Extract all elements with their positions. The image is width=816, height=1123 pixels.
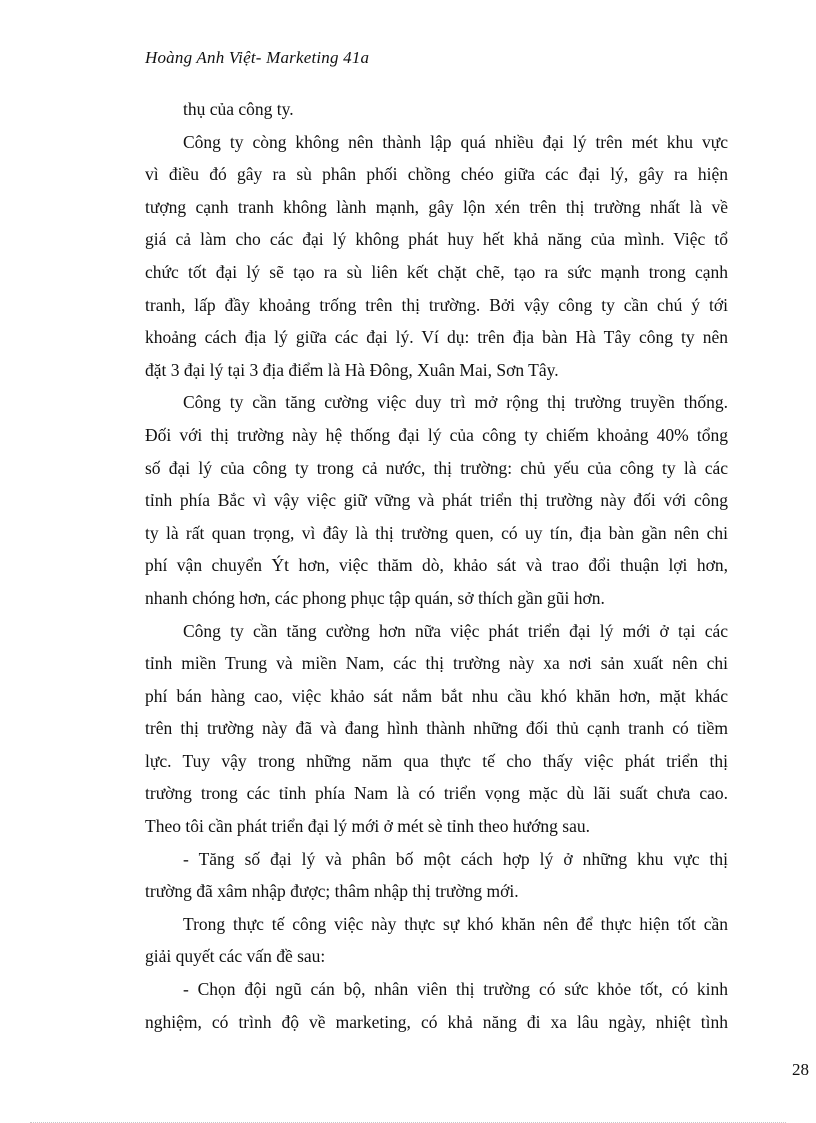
text-line: trường trong các tỉnh phía Nam là có triển vọng mặc dù lãi suất chưa cao. — [145, 783, 728, 804]
text-line: Công ty còng không nên thành lập quá nhiều đại lý trên mét khu vực — [183, 131, 728, 152]
text-line: số đại lý của công ty trong cả nước, thị trường: chủ yếu của công ty là các — [145, 457, 728, 478]
text-line: Công ty cần tăng cường việc duy trì mở rộng thị trường truyền thống. — [183, 392, 728, 413]
text-line: - Tăng số đại lý và phân bố một cách hợp lý ở những khu vực thị — [183, 848, 728, 869]
text-line: nhanh chóng hơn, các phong phục tập quán, sở thích gần gũi hơn. — [145, 587, 605, 608]
text-line: trên thị trường này đã và đang hình thành những đối thủ cạnh tranh có tiềm — [145, 718, 728, 739]
text-line: - Chọn đội ngũ cán bộ, nhân viên thị trường có sức khỏe tốt, có kinh — [183, 979, 728, 1000]
text-line: phí bán hàng cao, việc khảo sát nắm bắt nhu cầu khó khăn hơn, mặt khác — [145, 685, 728, 706]
text-line: đặt 3 đại lý tại 3 địa điểm là Hà Đông, Xuân Mai, Sơn Tây. — [145, 359, 559, 380]
text-line: tỉnh phía Bắc vì vậy việc giữ vững và phát triển thị trường này đối với công — [145, 490, 728, 511]
text-line: tỉnh miền Trung và miền Nam, các thị trường này xa nơi sản xuất nên chi — [145, 653, 728, 674]
text-line: Theo tôi cần phát triển đại lý mới ở mét sè tỉnh theo hướng sau. — [145, 816, 591, 837]
text-line: Công ty cần tăng cường hơn nữa việc phát triển đại lý mới ở tại các — [183, 620, 728, 641]
text-line: lực. Tuy vậy trong những năm qua thực tế cho thấy việc phát triển thị — [145, 750, 728, 771]
running-header: Hoàng Anh Việt- Marketing 41a — [145, 48, 370, 67]
text-line: Đối với thị trường này hệ thống đại lý của công ty chiếm khoảng 40% tổng — [145, 424, 728, 445]
text-line: ty là rất quan trọng, vì đây là thị trường quen, có uy tín, địa bàn gần nên chi — [145, 522, 728, 543]
text-line: phí vận chuyển Ýt hơn, việc thăm dò, khảo sát và trao đổi thuận lợi hơn, — [145, 555, 728, 576]
text-line: nghiệm, có trình độ về marketing, có khả năng đi xa lâu ngày, nhiệt tình — [145, 1011, 728, 1032]
text-line: chức tốt đại lý sẽ tạo ra sù liên kết chặt chẽ, tạo ra sức mạnh trong cạnh — [145, 261, 728, 282]
text-line: Trong thực tế công việc này thực sự khó khăn nên để thực hiện tốt cần — [183, 913, 728, 934]
text-line: vì điều đó gây ra sù phân phối chồng chéo giữa các đại lý, gây ra hiện — [145, 164, 728, 185]
text-line: giá cả làm cho các đại lý không phát huy hết khả năng của mình. Việc tổ — [145, 229, 728, 250]
text-line: giải quyết các vấn đề sau: — [145, 946, 326, 967]
text-line: thụ của công ty. — [183, 99, 294, 119]
page-number: 28 — [792, 1060, 809, 1079]
text-line: trường đã xâm nhập được; thâm nhập thị trường mới. — [145, 881, 519, 902]
body-text — [145, 93, 728, 1038]
text-line: khoảng cách địa lý giữa các đại lý. Ví dụ: trên địa bàn Hà Tây công ty nên — [145, 327, 728, 348]
text-line: tượng cạnh tranh không lành mạnh, gây lộn xén trên thị trường nhất là về — [145, 196, 728, 217]
text-line: tranh, lấp đầy khoảng trống trên thị trường. Bởi vậy công ty cần chú ý tới — [145, 294, 728, 315]
